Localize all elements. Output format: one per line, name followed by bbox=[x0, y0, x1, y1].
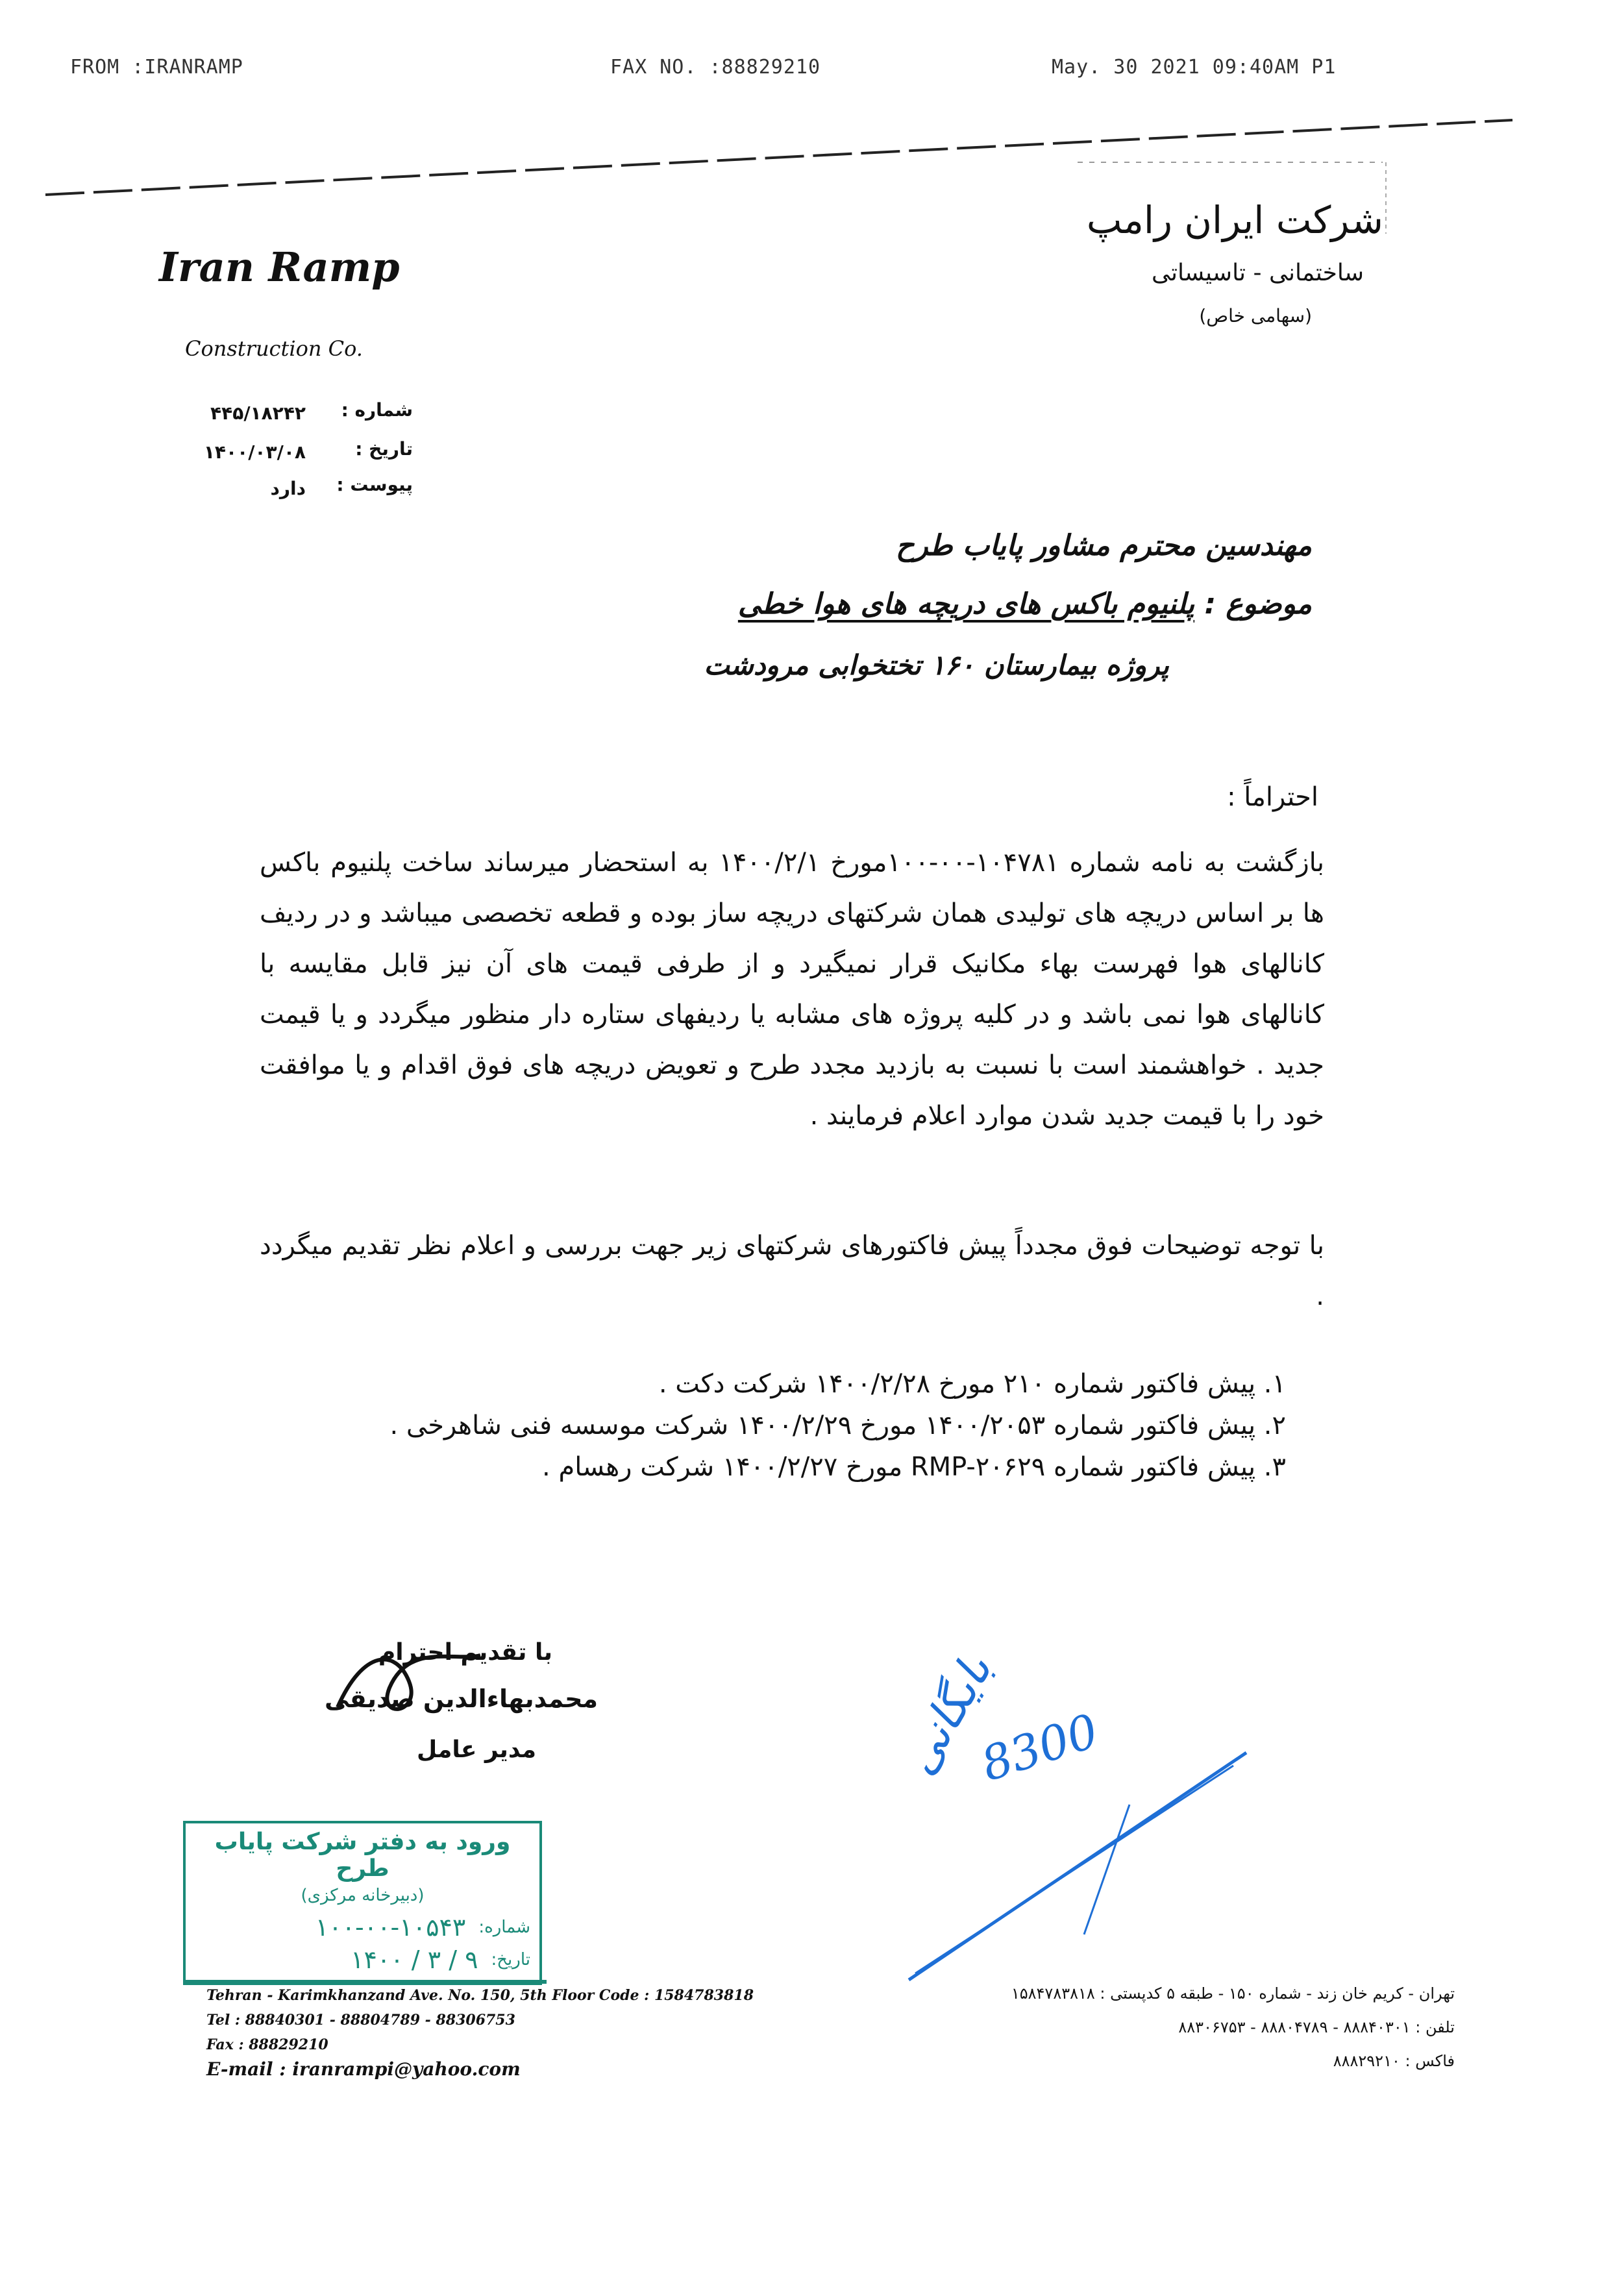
handwritten-number: 8300 bbox=[974, 1703, 1105, 1792]
footer-fa-fax: فاکس : ۸۸۸۲۹۲۱۰ bbox=[1333, 2052, 1455, 2070]
fax-number: FAX NO. :88829210 bbox=[610, 56, 821, 79]
subject-text: پلنیوم باکس های دریچه های هوا خطی bbox=[737, 587, 1195, 621]
pen-stroke bbox=[896, 1740, 1259, 1986]
recipient-line: مهندسین محترم مشاور پایاب طرح bbox=[895, 529, 1312, 562]
stamp-subtitle: (دبیرخانه مرکزی) bbox=[301, 1886, 425, 1905]
subject-label: موضوع : bbox=[1204, 587, 1312, 621]
number-value: ۴۴۵/۱۸۲۴۲ bbox=[210, 402, 306, 424]
list-item: ۳. پیش فاکتور شماره RMP-۲۰۶۲۹ مورخ ۱۴۰۰/۲/۲۷ شرکت رهسام . bbox=[542, 1452, 1286, 1482]
list-item: ۱. پیش فاکتور شماره ۲۱۰ مورخ ۱۴۰۰/۲/۲۸ شرکت دکت . bbox=[658, 1369, 1286, 1399]
body-paragraph-1: بازگشت به نامه شماره ۱۰۴۷۸۱-۰۰-۱۰۰مورخ ۱۴۰۰/۲/۱ به استحضار میرساند ساخت پلنیوم باکس ها بر اساس دریچه های تولیدی همان شرکتهای دریچه ساز بوده و قطعه تخصصی میباشد و در ردیف کانالهای هوا فهرست بهاء مکانیک قرار نمیگیرد و از طرفی قیمت های آن نیز قابل مقایسه با کانالهای هوا نمی باشد و در کلیه پروژه های مشابه یا ردیفهای ستاره دار منظور میگردد و یا قیمت جدید . خواهشمند است با نسبت به بازدید مجدد طرح و تعویض دریچه های فوق اقدام و یا موافقت خود را با قیمت جدید شدن موارد اعلام فرمایند . bbox=[260, 848, 1324, 1131]
company-subtitle-fa: ساختمانی - تاسیساتی bbox=[1151, 260, 1364, 286]
handwritten-note: بایگانی bbox=[892, 1645, 1003, 1784]
logo-english-subtitle: Construction Co. bbox=[185, 336, 363, 361]
proforma-list bbox=[389, 1363, 1286, 1488]
company-type-fa: (سهامی خاص) bbox=[1199, 305, 1312, 327]
footer-fax: Fax : 88829210 bbox=[206, 2036, 328, 2053]
footer-fa-tel: تلفن : ۸۸۸۴۰۳۰۱ - ۸۸۸۰۴۷۸۹ - ۸۸۳۰۶۷۵۳ bbox=[1178, 2018, 1455, 2036]
attachment-label: پیوست : bbox=[336, 474, 413, 495]
number-label: شماره : bbox=[341, 399, 413, 421]
signature-scribble bbox=[325, 1636, 493, 1733]
list-item: ۲. پیش فاکتور شماره ۱۴۰۰/۲۰۵۳ مورخ ۱۴۰۰/۲/۲۹ شرکت موسسه فنی شاهرخی . bbox=[389, 1411, 1286, 1440]
received-stamp bbox=[183, 1821, 542, 1985]
project-line: پروژه بیمارستان ۱۶۰ تختخوابی مرودشت bbox=[704, 649, 1169, 681]
stamp-date-label: تاریخ: bbox=[491, 1950, 530, 1969]
date-label: تاریخ : bbox=[355, 438, 413, 460]
footer-email: E-mail : iranrampi@yahoo.com bbox=[206, 2058, 521, 2080]
footer-address: Tehran - Karimkhanzand Ave. No. 150, 5th Floor Code : 1584783818 bbox=[206, 1987, 754, 2004]
company-name-fa: شرکت ایران رامپ bbox=[1086, 198, 1383, 242]
subject-line bbox=[738, 587, 1312, 621]
fax-datetime: May. 30 2021 09:40AM P1 bbox=[1052, 56, 1337, 79]
date-value: ۱۴۰۰/۰۳/۰۸ bbox=[203, 441, 306, 463]
footer-tel: Tel : 88840301 - 88804789 - 88306753 bbox=[206, 2012, 515, 2029]
stamp-title: ورود به دفتر شرکت پایاب طرح bbox=[214, 1829, 511, 1882]
attachment-value: دارد bbox=[270, 478, 306, 499]
greeting: احتراماً : bbox=[1227, 782, 1318, 812]
stamp-number-label: شماره: bbox=[478, 1918, 530, 1937]
body-paragraph-2: با توجه توضیحات فوق مجدداً پیش فاکتورهای شرکتهای زیر جهت بررسی و اعلام نظر تقدیم میگردد . bbox=[260, 1231, 1324, 1311]
footer-fa-address: تهران - کریم خان زند - شماره ۱۵۰ - طبقه ۵ کدپستی : ۱۵۸۴۷۸۳۸۱۸ bbox=[1011, 1984, 1455, 2003]
footer-english bbox=[206, 1983, 754, 2082]
stamp-date-value: ۹ / ۳ / ۱۴۰۰ bbox=[351, 1945, 478, 1974]
closing: با تقدیم احترام bbox=[378, 1639, 552, 1666]
stamp-number-value: ۱۰۰-۰۰-۱۰۵۴۳ bbox=[315, 1913, 466, 1942]
signatory-title: مدیر عامل bbox=[416, 1736, 536, 1763]
footer-persian bbox=[1011, 1977, 1455, 2078]
signatory-name: محمدبهاءالدین صدیقی bbox=[324, 1685, 598, 1713]
logo-english: Iran Ramp bbox=[159, 243, 400, 291]
fax-from: FROM :IRANRAMP bbox=[70, 56, 243, 79]
